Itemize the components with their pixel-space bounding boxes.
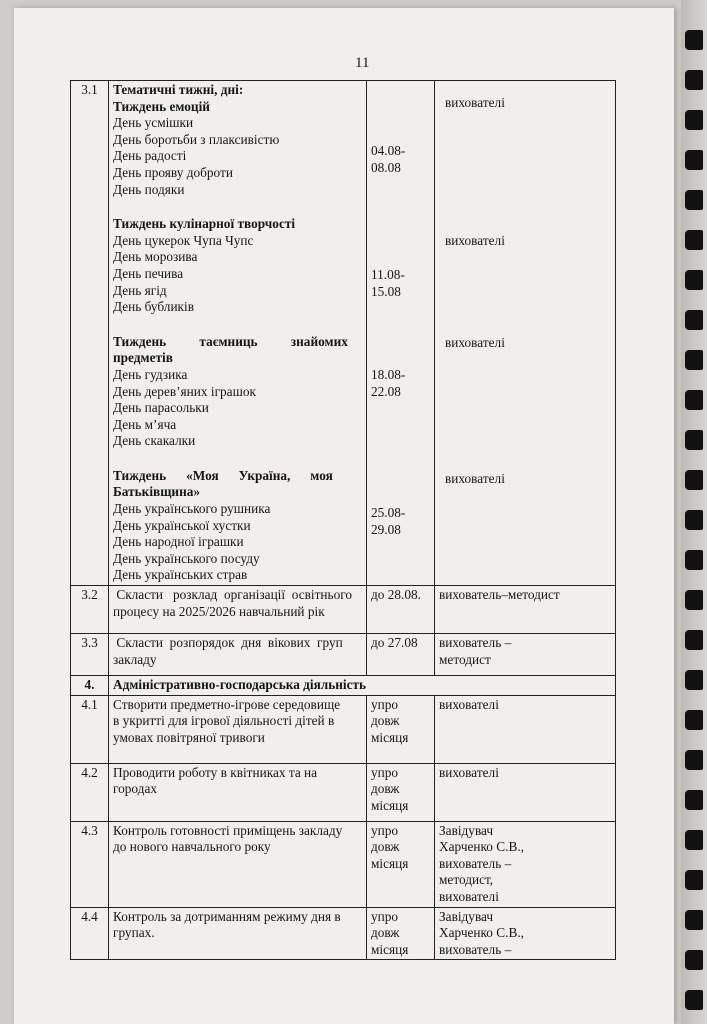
task-text: Проводити роботу в квітниках та на	[113, 764, 318, 780]
responsible: вихователь –	[439, 635, 512, 651]
term-text: упро	[371, 696, 399, 712]
week-day: День дерев’яних іграшок	[113, 383, 256, 399]
binding-ring	[685, 750, 703, 770]
binding-ring	[685, 630, 703, 650]
term-end: 29.08	[371, 521, 401, 537]
binding-ring	[685, 310, 703, 330]
thematic-heading: Тематичні тижні, дні:	[113, 82, 244, 97]
term-text: упро	[371, 822, 399, 838]
term-cell	[367, 695, 435, 763]
row-number: 4.4	[71, 907, 109, 960]
thematic-weeks-cell	[109, 81, 367, 586]
section-4-header-row	[71, 676, 616, 696]
binding-ring	[685, 590, 703, 610]
responsible-cell	[435, 821, 616, 907]
task-text: до нового навчального року	[113, 839, 271, 855]
row-number: 4.1	[71, 695, 109, 763]
term-end: 08.08	[371, 159, 401, 175]
row-number: 3.2	[71, 586, 109, 634]
binding-ring	[685, 470, 703, 490]
table-row-4-4	[71, 907, 616, 960]
binding-ring	[685, 710, 703, 730]
term-text: місяця	[371, 729, 409, 745]
responsible: Завідувач	[439, 822, 494, 838]
task-text: групах.	[113, 925, 155, 941]
task-text: Контроль готовності приміщень закладу	[113, 822, 343, 838]
week-day: День народної іграшки	[113, 534, 244, 550]
term-cell: до 28.08.	[367, 586, 435, 634]
responsible: вихователь –	[439, 855, 512, 871]
task-text: Контроль за дотриманням режиму дня в	[113, 908, 341, 924]
task-text: процесу на 2025/2026 навчальний рік	[113, 603, 325, 619]
spiral-binding	[681, 0, 707, 1024]
task-cell	[109, 634, 367, 676]
table-row-3-1	[71, 81, 616, 586]
week-day: День морозива	[113, 249, 198, 265]
responsible: Харченко С.В.,	[439, 839, 524, 855]
term-text: місяця	[371, 941, 409, 957]
week-day: День м’яча	[113, 416, 177, 432]
week-day: День усмішки	[113, 115, 194, 131]
term-start: 11.08-	[371, 267, 405, 282]
page-number: 11	[355, 55, 370, 71]
table-row-4-2	[71, 763, 616, 821]
task-cell	[109, 821, 367, 907]
responsible: вихователі	[445, 95, 505, 110]
responsible: вихователі	[445, 471, 505, 486]
binding-ring	[685, 830, 703, 850]
term-text: місяця	[371, 855, 409, 871]
week-title: Тиждень «Моя Україна, моя	[113, 467, 333, 483]
responsible: вихователі	[445, 233, 505, 248]
task-cell	[109, 763, 367, 821]
responsible-cell	[435, 907, 616, 960]
binding-ring	[685, 990, 703, 1010]
row-number: 3.3	[71, 634, 109, 676]
term-text: довж	[371, 713, 400, 729]
binding-ring	[685, 150, 703, 170]
week-title: Тиждень кулінарної творчості	[113, 216, 296, 232]
week-day: День подяки	[113, 181, 185, 197]
term-text: довж	[371, 781, 400, 797]
binding-ring	[685, 270, 703, 290]
responsible: методист	[439, 651, 491, 667]
responsible: вихователі	[445, 335, 505, 350]
responsible-cell	[435, 81, 616, 586]
binding-ring	[685, 190, 703, 210]
week-title-cont: предметів	[113, 350, 173, 366]
term-start: 04.08-	[371, 143, 406, 158]
plan-table	[70, 80, 616, 960]
binding-ring	[685, 550, 703, 570]
binding-ring	[685, 910, 703, 930]
week-day: День скакалки	[113, 433, 196, 449]
responsible-cell: вихователі	[435, 763, 616, 821]
table-row-4-3	[71, 821, 616, 907]
section-number: 4.	[71, 676, 109, 696]
term-text: упро	[371, 908, 399, 924]
responsible: Завідувач	[439, 908, 494, 924]
task-text: Скласти розпорядок дня вікових груп	[113, 635, 343, 651]
term-text: довж	[371, 839, 400, 855]
task-cell	[109, 695, 367, 763]
row-number: 4.2	[71, 763, 109, 821]
task-text: городах	[113, 781, 158, 797]
term-text: довж	[371, 925, 400, 941]
binding-ring	[685, 670, 703, 690]
term-cell	[367, 763, 435, 821]
responsible: методист,	[439, 872, 494, 888]
task-text: Скласти розклад організації освітнього	[113, 587, 352, 603]
binding-ring	[685, 950, 703, 970]
week-title: Тиждень таємниць знайомих	[113, 333, 348, 349]
binding-ring	[685, 390, 703, 410]
task-text: в укритті для ігрової діяльності дітей в	[113, 713, 335, 729]
week-day: День українських страв	[113, 567, 248, 583]
binding-ring	[685, 430, 703, 450]
task-cell	[109, 907, 367, 960]
binding-ring	[685, 870, 703, 890]
week-day: День цукерок Чупа Чупс	[113, 232, 254, 248]
section-title: Адміністративно-господарська діяльність	[109, 676, 616, 696]
week-day: День радості	[113, 148, 187, 164]
term-cell	[367, 81, 435, 586]
term-text: місяця	[371, 797, 409, 813]
task-text: умовах повітряної тривоги	[113, 729, 265, 745]
week-day: День ягід	[113, 282, 167, 298]
responsible-cell: вихователь–методист	[435, 586, 616, 634]
week-day: День української хустки	[113, 517, 251, 533]
term-cell	[367, 907, 435, 960]
term-cell	[367, 821, 435, 907]
term-cell: до 27.08	[367, 634, 435, 676]
row-number: 3.1	[71, 81, 109, 586]
week-day: День українського рушника	[113, 501, 271, 517]
term-start: 25.08-	[371, 505, 406, 520]
responsible: вихователі	[439, 889, 499, 904]
term-text: упро	[371, 764, 399, 780]
week-day: День печива	[113, 265, 184, 281]
binding-ring	[685, 790, 703, 810]
table-row-3-2	[71, 586, 616, 634]
week-day: День прояву доброти	[113, 164, 233, 180]
binding-ring	[685, 110, 703, 130]
week-title: Тиждень емоцій	[113, 98, 210, 114]
week-day: День українського посуду	[113, 550, 260, 566]
term-end: 22.08	[371, 383, 401, 399]
responsible: Харченко С.В.,	[439, 925, 524, 941]
week-day: День гудзика	[113, 366, 188, 382]
term-start: 18.08-	[371, 367, 406, 382]
responsible-cell: вихователі	[435, 695, 616, 763]
table-row-3-3	[71, 634, 616, 676]
week-day: День бубликів	[113, 299, 194, 315]
row-number: 4.3	[71, 821, 109, 907]
table-row-4-1	[71, 695, 616, 763]
term-end: 15.08	[371, 283, 401, 299]
task-text: Створити предметно-ігрове середовище	[113, 696, 341, 712]
binding-ring	[685, 30, 703, 50]
binding-ring	[685, 510, 703, 530]
task-text: закладу	[113, 651, 157, 667]
responsible: вихователь –	[439, 941, 512, 957]
task-cell	[109, 586, 367, 634]
binding-ring	[685, 70, 703, 90]
binding-ring	[685, 230, 703, 250]
week-day: День боротьби з плаксивістю	[113, 131, 280, 147]
binding-ring	[685, 350, 703, 370]
responsible-cell	[435, 634, 616, 676]
week-title-cont: Батьківщина»	[113, 484, 201, 500]
week-day: День парасольки	[113, 400, 209, 416]
